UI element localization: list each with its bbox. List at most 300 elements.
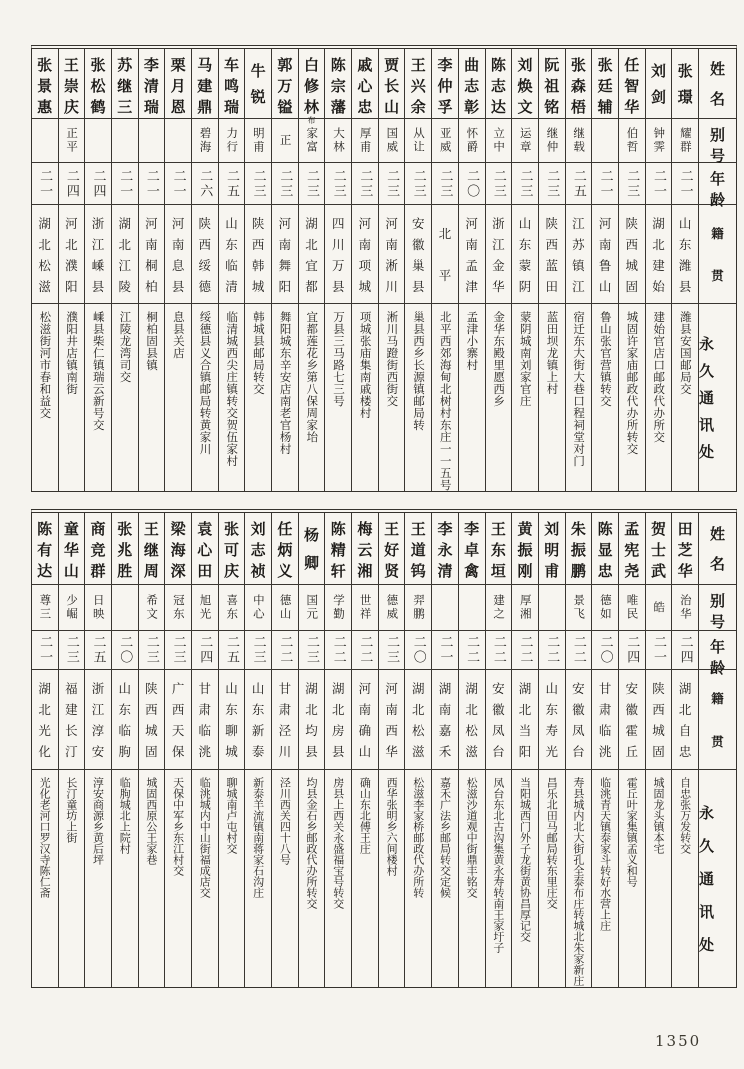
address-cell xyxy=(646,770,672,987)
address-cell-text: 城固西原公王家巷 xyxy=(144,777,158,865)
char: 湖 xyxy=(38,680,51,696)
char: 王 xyxy=(384,520,400,538)
char: 湖 xyxy=(305,215,318,231)
age-cell-text: 二一 xyxy=(677,168,693,199)
name-cell xyxy=(325,513,351,585)
alias-cell xyxy=(486,119,512,163)
address-cell-text: 万县三马路七三号 xyxy=(331,311,346,407)
char: 滋 xyxy=(465,744,478,760)
char: 惠 xyxy=(37,98,53,116)
age-cell xyxy=(219,631,245,670)
char: 甘 xyxy=(278,680,292,696)
char: 南 xyxy=(385,701,398,717)
alias-cell-text: 力行 xyxy=(225,127,240,154)
native-place-cell xyxy=(32,205,58,304)
char: 仲 xyxy=(437,77,453,95)
char: 鲁 xyxy=(598,257,612,273)
native-place-cell xyxy=(432,205,458,304)
char: 陈 xyxy=(37,520,53,538)
char: 安 xyxy=(91,744,105,760)
char: 达 xyxy=(490,98,506,116)
age-cell-text: 二〇 xyxy=(597,635,613,665)
char: 名 xyxy=(709,555,725,574)
char: 鹏 xyxy=(570,562,586,580)
alias-cell xyxy=(219,585,245,631)
address-cell xyxy=(245,304,271,491)
native-place-cell xyxy=(566,670,592,770)
alias-cell xyxy=(566,585,592,631)
char: 王 xyxy=(490,520,506,538)
char: 林 xyxy=(304,98,320,116)
char: 南 xyxy=(385,236,398,252)
name-cell xyxy=(245,513,271,585)
native-place-cell xyxy=(352,205,378,304)
char: 贯 xyxy=(711,733,724,749)
address-cell xyxy=(59,304,85,491)
address-cell xyxy=(352,770,378,987)
char: 河 xyxy=(65,215,78,231)
char: 姓 xyxy=(709,60,725,79)
char: 处 xyxy=(699,443,715,461)
char: 龄 xyxy=(709,191,725,209)
native-place-cell xyxy=(486,205,512,304)
char: 李 xyxy=(143,56,159,74)
address-cell-text: 松滋李家桥邮政代办所转 xyxy=(411,777,425,898)
char: 洮 xyxy=(598,744,612,760)
address-cell xyxy=(139,770,165,987)
name-cell xyxy=(592,513,618,585)
address-cell xyxy=(566,770,592,987)
char: 清 xyxy=(437,562,453,580)
alias-cell-text: 明甫 xyxy=(251,127,266,154)
char: 清 xyxy=(225,278,238,294)
address-cell-text: 项城张庙集南戚楼村 xyxy=(358,311,373,419)
age-cell xyxy=(646,631,672,670)
address-cell-text: 孟津小寨村 xyxy=(465,311,480,371)
char: 凤 xyxy=(492,723,505,739)
native-place-cell xyxy=(219,205,245,304)
address-cell xyxy=(165,304,191,491)
char: 固 xyxy=(625,278,639,294)
name-cell xyxy=(619,513,645,585)
char: 北 xyxy=(305,236,318,252)
char: 王 xyxy=(63,56,79,74)
char: 淅 xyxy=(385,257,398,273)
address-cell xyxy=(325,304,351,491)
age-cell-text: 二三 xyxy=(357,168,373,199)
alias-cell xyxy=(539,585,565,631)
char: 安 xyxy=(625,680,639,696)
name-cell xyxy=(192,49,218,119)
char: 尧 xyxy=(624,562,640,580)
name-cell xyxy=(646,513,672,585)
address-cell xyxy=(379,304,405,491)
char: 阴 xyxy=(518,278,532,294)
name-cell xyxy=(352,49,378,119)
char: 鸣 xyxy=(223,77,239,95)
age-cell-text: 二一 xyxy=(117,168,133,199)
address-cell-text: 桐柏固县镇 xyxy=(145,311,160,371)
char: 武 xyxy=(650,562,666,580)
char: 宗 xyxy=(330,77,346,95)
age-cell-text: 二一 xyxy=(650,168,666,199)
native-place-cell xyxy=(299,205,325,304)
address-cell-text: 宿迁东大街大巷口程祠堂对门 xyxy=(572,311,587,467)
char: 锐 xyxy=(250,88,266,107)
char: 志 xyxy=(490,77,506,95)
char: 胜 xyxy=(117,562,133,580)
char: 嵊 xyxy=(91,257,105,273)
age-cell-text: 二一 xyxy=(437,635,453,665)
char: 王 xyxy=(143,520,159,538)
char: 苏 xyxy=(572,236,585,252)
char: 李 xyxy=(437,56,453,74)
age-cell xyxy=(32,163,58,205)
address-cell-text: 嵊县柴仁镇瑞云新号交 xyxy=(91,311,106,431)
address-cell-text: 建始官店口邮政代办所交 xyxy=(652,311,667,443)
char: 湖 xyxy=(305,680,318,696)
char: 城 xyxy=(625,257,639,273)
address-cell-text: 当阳城西门外子龙街黄协昌厚记交 xyxy=(518,777,532,942)
age-cell xyxy=(646,163,672,205)
char: 甘 xyxy=(598,680,612,696)
alias-cell xyxy=(379,119,405,163)
char: 建 xyxy=(65,701,78,717)
char: 松 xyxy=(412,723,425,739)
age-cell-text: 二二 xyxy=(544,635,560,665)
char: 振 xyxy=(517,541,533,559)
address-cell-text: 蒙阴城南刘家官庄 xyxy=(518,311,533,407)
alias-cell xyxy=(512,585,538,631)
char: 化 xyxy=(38,744,51,760)
char: 东 xyxy=(118,701,131,717)
char: 崇 xyxy=(63,77,79,95)
char: 西 xyxy=(545,236,558,252)
native-place-cell xyxy=(32,670,58,770)
char: 北 xyxy=(38,236,51,252)
alias-cell xyxy=(646,585,672,631)
char: 辅 xyxy=(597,98,613,116)
age-cell xyxy=(352,163,378,205)
char: 刘 xyxy=(544,520,560,538)
native-place-cell xyxy=(619,205,645,304)
name-cell xyxy=(619,49,645,119)
char: 城 xyxy=(251,278,265,294)
age-cell xyxy=(85,163,111,205)
char: 陈 xyxy=(490,56,506,74)
char: 山 xyxy=(678,215,692,231)
alias-cell-text: 正平 xyxy=(65,127,80,154)
char: 栗 xyxy=(170,56,186,74)
char: 江 xyxy=(118,257,131,273)
char: 城 xyxy=(145,723,158,739)
address-cell xyxy=(512,770,538,987)
alias-cell xyxy=(112,585,138,631)
age-cell-text: 二二 xyxy=(517,635,533,665)
address-cell xyxy=(486,770,512,987)
address-cell xyxy=(405,770,431,987)
alias-cell-text: 景飞 xyxy=(572,594,587,621)
char: 道 xyxy=(410,541,426,559)
person-column xyxy=(618,513,645,987)
char: 兆 xyxy=(117,541,133,559)
native-place-cell xyxy=(59,205,85,304)
char: 嘉 xyxy=(438,723,452,739)
person-column xyxy=(485,49,512,491)
char: 徽 xyxy=(572,701,585,717)
alias-cell xyxy=(405,585,431,631)
age-cell xyxy=(405,163,431,205)
address-cell xyxy=(219,304,245,491)
person-column xyxy=(244,49,271,491)
person-column xyxy=(404,513,431,987)
char: 甫 xyxy=(544,562,560,580)
person-column xyxy=(565,513,592,987)
age-cell-text: 二四 xyxy=(677,635,693,665)
name-cell xyxy=(432,513,458,585)
address-cell xyxy=(592,770,618,987)
alias-cell xyxy=(272,119,298,163)
address-cell-text: 濮阳井店镇南街 xyxy=(65,311,80,395)
address-cell xyxy=(352,304,378,491)
name-cell xyxy=(192,513,218,585)
age-cell-text: 二一 xyxy=(650,635,666,665)
age-cell-text: 二三 xyxy=(544,168,560,199)
alias-cell-text: 唯民 xyxy=(625,594,640,621)
age-cell-text: 二三 xyxy=(250,635,266,665)
alias-cell-text: 家富 xyxy=(305,127,320,154)
native-place-cell xyxy=(325,670,351,770)
char: 湖 xyxy=(518,680,532,696)
header-native xyxy=(699,205,736,304)
char: 河 xyxy=(278,215,292,231)
person-column xyxy=(138,513,165,987)
name-cell xyxy=(379,49,405,119)
char: 滋 xyxy=(38,278,51,294)
char: 河 xyxy=(598,215,612,231)
char: 显 xyxy=(597,541,613,559)
person-column xyxy=(32,513,58,987)
alias-cell xyxy=(672,585,698,631)
char: 张 xyxy=(90,56,106,74)
char: 袁 xyxy=(197,520,213,538)
alias-cell-text: 建之 xyxy=(492,594,507,621)
address-cell-text: 淅川马蹬街西街交 xyxy=(385,311,400,407)
char: 台 xyxy=(572,744,585,760)
char: 城 xyxy=(652,723,665,739)
char: 梁 xyxy=(170,520,186,538)
char: 肃 xyxy=(198,701,212,717)
char: 璟 xyxy=(677,88,693,107)
char: 姓 xyxy=(709,524,725,543)
alias-cell-text: 钟霁 xyxy=(652,127,667,154)
address-cell-text: 新泰羊流镇南蒋家石沟庄 xyxy=(251,777,265,898)
native-place-cell xyxy=(619,670,645,770)
age-cell xyxy=(219,163,245,205)
age-cell xyxy=(486,631,512,670)
char: 新 xyxy=(251,723,265,739)
age-cell xyxy=(325,163,351,205)
address-cell-text: 宜都莲花乡第八保周家坮 xyxy=(305,311,320,443)
person-column xyxy=(298,49,325,491)
char: 梧 xyxy=(570,98,586,116)
alias-cell xyxy=(165,119,191,163)
char: 恩 xyxy=(170,98,186,116)
char: 凤 xyxy=(572,723,585,739)
char: 刘 xyxy=(650,61,666,80)
age-cell-text: 二一 xyxy=(597,168,613,199)
alias-cell xyxy=(299,585,325,631)
char: 朐 xyxy=(118,744,131,760)
char: 志 xyxy=(464,77,480,95)
char: 李 xyxy=(437,520,453,538)
address-cell-text: 西华张明乡六间楼村 xyxy=(385,777,399,876)
char: 江 xyxy=(572,278,585,294)
char: 明 xyxy=(544,541,560,559)
address-cell xyxy=(165,770,191,987)
char: 河 xyxy=(358,680,372,696)
age-cell xyxy=(272,163,298,205)
alias-cell xyxy=(325,119,351,163)
char: 卓 xyxy=(464,541,480,559)
char: 垣 xyxy=(490,562,506,580)
address-cell-text: 蓝田坝龙镇上村 xyxy=(545,311,560,395)
char: 聊 xyxy=(225,723,238,739)
address-cell xyxy=(459,770,485,987)
char: 湖 xyxy=(465,680,478,696)
age-cell-text: 二二 xyxy=(464,635,480,665)
address-cell-text: 临清城西尖庄镇转交贺伍家村 xyxy=(225,311,240,467)
address-cell xyxy=(272,770,298,987)
alias-cell xyxy=(619,119,645,163)
char: 华 xyxy=(385,744,398,760)
alias-cell xyxy=(112,119,138,163)
char: 剑 xyxy=(650,88,666,107)
address-cell-text: 霍丘叶家集镇孟义和号 xyxy=(625,777,639,887)
address-cell-text: 聊城南卢屯村交 xyxy=(224,777,238,854)
native-place-cell xyxy=(539,205,565,304)
age-cell-text: 二一 xyxy=(143,168,159,199)
alias-cell-text: 尊三 xyxy=(38,594,53,621)
address-cell xyxy=(219,770,245,987)
alias-cell-text: 喜东 xyxy=(225,594,240,621)
age-cell-text: 二三 xyxy=(490,168,506,199)
char: 均 xyxy=(305,723,318,739)
alias-cell xyxy=(59,119,85,163)
char: 芝 xyxy=(677,541,693,559)
alias-cell-text: 运章 xyxy=(518,127,533,154)
person-column xyxy=(378,49,405,491)
age-cell-text: 二〇 xyxy=(410,635,426,665)
address-cell xyxy=(566,304,592,491)
char: 东 xyxy=(678,236,692,252)
char: 松 xyxy=(38,257,51,273)
address-cell-text: 长汀童坊上街 xyxy=(64,777,78,843)
age-cell xyxy=(85,631,111,670)
address-cell xyxy=(539,770,565,987)
person-column xyxy=(164,49,191,491)
age-cell xyxy=(112,163,138,205)
char: 湖 xyxy=(438,680,452,696)
alias-cell xyxy=(592,585,618,631)
name-cell xyxy=(405,49,431,119)
age-cell xyxy=(459,631,485,670)
char: 精 xyxy=(330,541,346,559)
char: 南 xyxy=(278,236,292,252)
char: 山 xyxy=(251,680,265,696)
alias-cell xyxy=(432,119,458,163)
address-cell xyxy=(59,770,85,987)
native-place-cell xyxy=(272,205,298,304)
alias-cell-text: 厚甫 xyxy=(358,127,373,154)
address-cell xyxy=(192,770,218,987)
address-cell xyxy=(112,770,138,987)
char: 南 xyxy=(465,236,478,252)
char: 陈 xyxy=(330,520,346,538)
char: 好 xyxy=(384,541,400,559)
native-place-cell xyxy=(299,670,325,770)
char: 山 xyxy=(118,680,131,696)
alias-cell xyxy=(646,119,672,163)
address-cell xyxy=(432,304,458,491)
char: 万 xyxy=(331,257,345,273)
name-cell xyxy=(512,49,538,119)
address-cell xyxy=(32,770,58,987)
char: 山 xyxy=(598,278,612,294)
native-place-cell xyxy=(112,205,138,304)
native-place-cell xyxy=(165,670,191,770)
address-cell xyxy=(672,770,698,987)
char: 南 xyxy=(171,236,185,252)
address-cell-text: 光化老河口罗汉寺陈仁斋 xyxy=(38,777,52,898)
native-place-cell xyxy=(139,205,165,304)
char: 山 xyxy=(545,680,558,696)
char: 卿 xyxy=(304,553,320,572)
address-cell-text: 绥德县义合镇邮局转黄家川 xyxy=(198,311,213,455)
char: 福 xyxy=(65,680,78,696)
person-column xyxy=(84,513,111,987)
char: 三 xyxy=(117,98,133,116)
char: 四 xyxy=(331,215,345,231)
name-cell xyxy=(219,49,245,119)
address-cell xyxy=(512,304,538,491)
alias-cell-text: 继载 xyxy=(572,127,587,154)
char: 马 xyxy=(197,56,213,74)
alias-cell-text: 继仲 xyxy=(545,127,560,154)
address-cell xyxy=(459,304,485,491)
address-cell xyxy=(245,770,271,987)
alias-cell-text: 亚威 xyxy=(438,127,453,154)
char: 临 xyxy=(198,723,212,739)
char: 江 xyxy=(91,701,105,717)
alias-cell-text: 从让 xyxy=(412,127,427,154)
person-column xyxy=(671,513,698,987)
age-cell xyxy=(192,631,218,670)
name-cell xyxy=(325,49,351,119)
char: 江 xyxy=(492,236,505,252)
age-cell-text: 二三 xyxy=(384,168,400,199)
person-column xyxy=(618,49,645,491)
char: 名 xyxy=(709,89,725,108)
char: 德 xyxy=(198,278,212,294)
table-bottom xyxy=(31,509,737,988)
char: 安 xyxy=(572,680,585,696)
alias-cell xyxy=(139,585,165,631)
person-column xyxy=(244,513,271,987)
char: 万 xyxy=(277,77,293,95)
age-cell-text: 二五 xyxy=(223,168,239,199)
address-cell-text: 天保中军乡东江村交 xyxy=(171,777,185,876)
